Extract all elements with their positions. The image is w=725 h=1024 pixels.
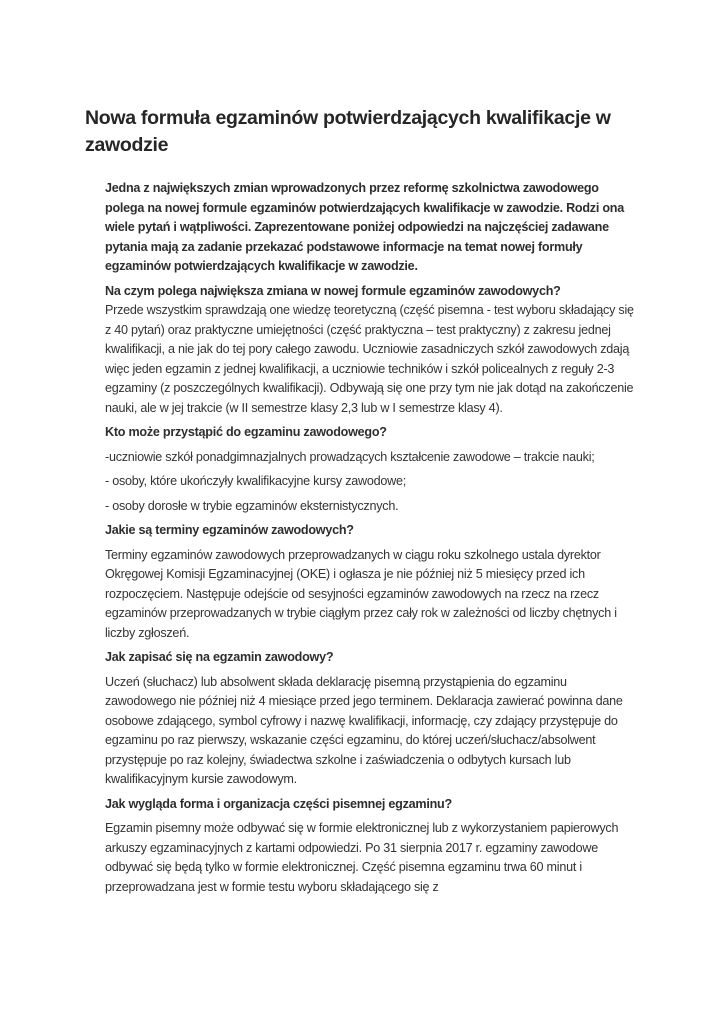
answer-paragraph-4: Uczeń (słuchacz) lub absolwent składa deklarację pisemną przystąpienia do egzaminu zawodowego nie później niż 4 miesiące przed jego terminem. Deklaracja zawierać powinna dane osobowe zdającego, symbol cyfrowy i nazwę kwalifikacji, informację, czy zdający przystępuje do egzaminu po raz pierwszy, wskazanie części egzaminu, do której uczeń/słuchacz/absolwent przystępuje po raz kolejny, świadectwa szkolne i zaświadczenia o odbytych kursach lub kwalifikacyjnym kursie zawodowym. bbox=[105, 674, 623, 786]
list-item-2: - osoby, które ukończyły kwalifikacyjne kursy zawodowe; bbox=[105, 474, 406, 488]
answer-paragraph-1: Przede wszystkim sprawdzają one wiedzę teoretyczną (część pisemna - test wyboru składający się z 40 pytań) oraz praktyczne umiejętności (część praktyczna – test praktyczny) z zakresu jednej kwalifikacji, a nie jak do tej pory całego zawodu. Uczniowie zasadniczych szkół zawodowych zdają więc jeden egzamin z jednej kwalifikacji, a uczniowie techników i szkół policealnych z reguły 2-3 egzaminy (z poszczególnych kwalifikacji). Odbywają się one przy tym nie jak dotąd na zakończenie nauki, ale w jej trakcie (w II semestrze klasy 2,3 lub w I semestrze klasy 4). bbox=[105, 303, 634, 415]
document-body bbox=[105, 179, 641, 902]
answer-paragraph-3: Terminy egzaminów zawodowych przeprowadzanych w ciągu roku szkolnego ustala dyrektor Okręgowej Komisji Egzaminacyjnej (OKE) i ogłasza je nie później niż 5 miesięcy przed ich rozpoczęciem. Następuje odejście od sesyjności egzaminów zawodowych na rzecz na rzecz egzaminów przeprowadzanych w trybie ciągłym przez cały rok w zależności od liczby chętnych i liczby zgłoszeń. bbox=[105, 547, 617, 640]
list-item-3: - osoby dorosłe w trybie egzaminów eksternistycznych. bbox=[105, 498, 399, 513]
question-heading-5: Jak wygląda forma i organizacja części pisemnej egzaminu? bbox=[105, 796, 452, 811]
list-item-1: -uczniowie szkół ponadgimnazjalnych prowadzących kształcenie zawodowe – trakcie nauki; bbox=[105, 449, 595, 464]
question-heading-4: Jak zapisać się na egzamin zawodowy? bbox=[105, 650, 334, 664]
page-title-line-1: Nowa formuła egzaminów potwierdzających kwalifikacje w bbox=[85, 107, 611, 130]
question-heading-1: Na czym polega największa zmiana w nowej formule egzaminów zawodowych? bbox=[105, 283, 561, 298]
lead-paragraph: Jedna z największych zmian wprowadzonych przez reformę szkolnictwa zawodowego polega na nowej formule egzaminów potwierdzających kwalifikacje w zawodzie. Rodzi ona wiele pytań i wątpliwości. Zaprezentowane poniżej odpowiedzi na najczęściej zadawane pytania mają za zadanie przekazać podstawowe informacje na temat nowej formuły egzaminów potwierdzających kwalifikacje w zawodzie. bbox=[105, 181, 624, 273]
question-heading-3: Jakie są terminy egzaminów zawodowych? bbox=[105, 523, 354, 537]
answer-paragraph-5: Egzamin pisemny może odbywać się w formie elektronicznej lub z wykorzystaniem papierowych arkuszy egzaminacyjnych z kartami odpowiedzi. Po 31 sierpnia 2017 r. egzaminy zawodowe odbywać się będą tylko w formie elektronicznej. Część pisemna egzaminu trwa 60 minut i przeprowadzana jest w formie testu wyboru składającego się z bbox=[105, 821, 619, 894]
question-heading-2: Kto może przystąpić do egzaminu zawodowego? bbox=[105, 425, 387, 439]
page-title bbox=[85, 105, 705, 159]
page-title-line-2: zawodzie bbox=[85, 134, 169, 157]
